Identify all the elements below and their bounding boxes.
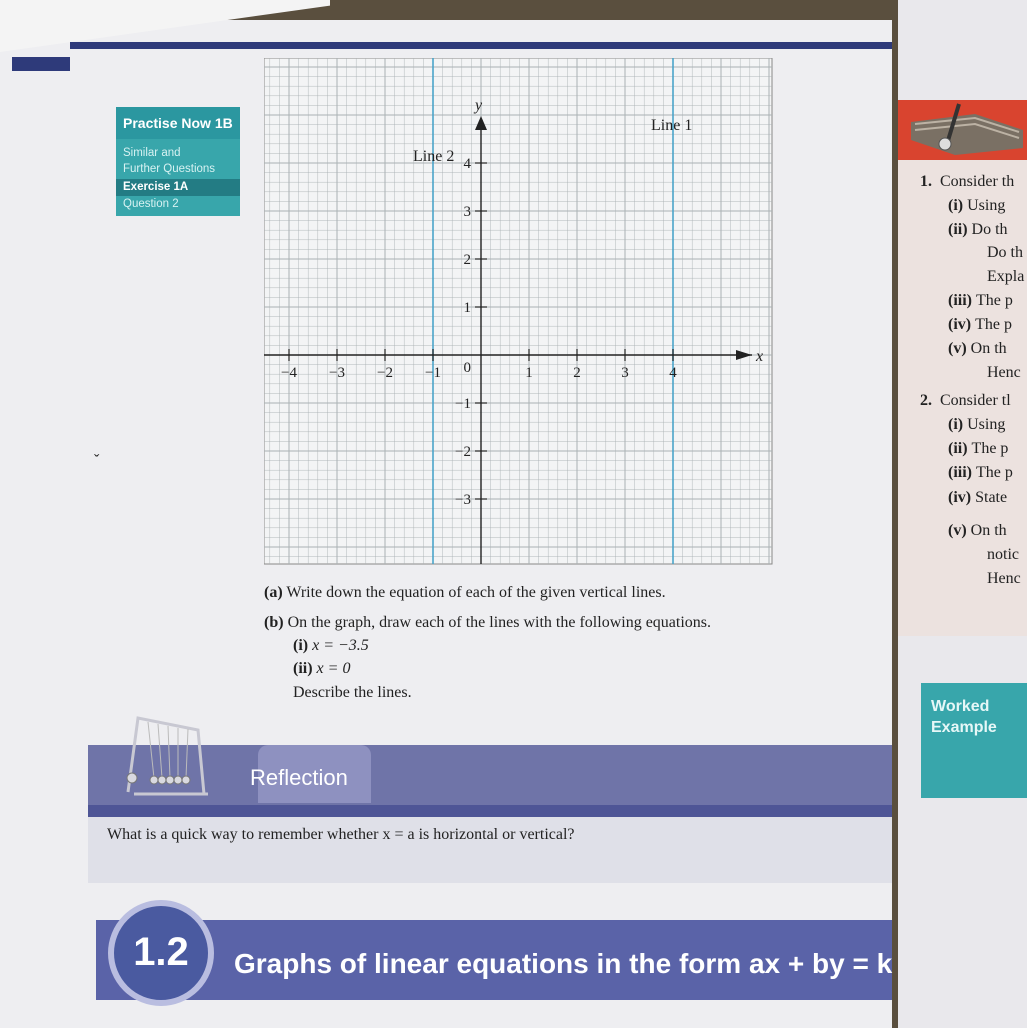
reflection-rule: [88, 805, 892, 817]
rp-q2-item-text: The p: [971, 440, 1009, 457]
rp-q1-item-label: (ii): [948, 221, 968, 238]
question-b-i-equation: x = −3.5: [312, 637, 369, 654]
rp-q2-item: [948, 489, 1007, 507]
y-tick-label: −3: [455, 492, 471, 508]
rp-q2-item: [987, 570, 1021, 588]
rp-q2-item-label: (ii): [948, 440, 968, 457]
origin-label: 0: [463, 360, 471, 376]
x-tick-label: −1: [425, 365, 441, 381]
x-tick-label: 4: [669, 365, 677, 381]
question-a-text: Write down the equation of each of the given vertical lines.: [286, 584, 666, 601]
rp-q2-item: [987, 546, 1019, 564]
rp-q1-item: [948, 221, 1008, 239]
rp-q1-item-text: On th: [970, 340, 1007, 357]
worked-example-label: [931, 696, 997, 738]
x-tick-label: −3: [329, 365, 345, 381]
reflection-question: What is a quick way to remember whether x = a is horizontal or vertical?: [107, 826, 575, 843]
x-tick-label: 3: [621, 365, 629, 381]
rp-q2-item-text: Using: [967, 416, 1006, 433]
question-b: [264, 614, 711, 632]
books-illustration: [905, 100, 1027, 155]
top-rule: [70, 42, 892, 49]
rp-q1-item: [948, 197, 1005, 215]
rp-q2-item-label: (i): [948, 416, 964, 433]
question-a-label: (a): [264, 584, 283, 601]
rp-q1-item: [987, 364, 1021, 382]
rp-q2-number: 2.: [920, 392, 932, 409]
x-axis-label: x: [756, 348, 764, 365]
rp-q1-item-text: Expla: [987, 268, 1025, 285]
x-tick-label: 1: [525, 365, 533, 381]
describe-lines: Describe the lines.: [293, 684, 412, 701]
y-tick-label: 2: [463, 252, 471, 268]
section-number: 1.2: [133, 930, 189, 974]
question-b-ii: [293, 660, 350, 678]
rp-question-1: [920, 173, 1014, 191]
rp-q1-item-text: Do th: [971, 221, 1008, 238]
practise-now-title: Practise Now 1B: [116, 107, 240, 139]
question-b-text: On the graph, draw each of the lines with the following equations.: [287, 614, 712, 631]
rp-q1-item: [987, 244, 1023, 262]
rp-q1-number: 1.: [920, 173, 932, 190]
x-tick-label: −4: [281, 365, 297, 381]
rp-q1-text: Consider th: [940, 173, 1015, 190]
rp-q1-item-text: Using: [967, 197, 1006, 214]
question-a: [264, 584, 666, 602]
question-label: Question 2: [123, 198, 179, 210]
rp-q1-item-text: Do th: [987, 244, 1023, 261]
line-2-label: Line 2: [413, 148, 455, 165]
rp-q1-item-label: (iv): [948, 316, 972, 333]
rp-q2-item-label: (iii): [948, 464, 972, 481]
example-label: Example: [931, 719, 997, 736]
top-rule-left: [12, 57, 70, 71]
y-axis-label: y: [475, 97, 483, 114]
reflection-title: Reflection: [250, 765, 348, 790]
rp-q1-item-text: The p: [976, 292, 1013, 309]
pen-mark: ˇ: [94, 452, 100, 469]
y-tick-label: 3: [463, 204, 471, 220]
x-tick-label: −2: [377, 365, 393, 381]
rp-q1-item: [987, 268, 1024, 286]
question-b-ii-label: (ii): [293, 660, 313, 677]
rp-q2-item: [948, 440, 1008, 458]
rp-q1-item-label: (v): [948, 340, 967, 357]
rp-q2-item: [948, 522, 1007, 540]
rp-q1-item: [948, 292, 1013, 310]
further-questions-label: Further Questions: [123, 163, 216, 175]
rp-q2-item-text: Henc: [987, 570, 1021, 587]
rp-q1-item: [948, 316, 1012, 334]
rp-q1-item: [948, 340, 1007, 358]
rp-q1-item-label: (iii): [948, 292, 972, 309]
y-tick-label: 1: [463, 300, 471, 316]
question-b-i-label: (i): [293, 637, 309, 654]
section-title: Graphs of linear equations in the form ax + by = k: [234, 948, 893, 979]
practise-now-box: [116, 107, 240, 216]
y-tick-label: 4: [463, 156, 471, 172]
rp-q1-item-label: (i): [948, 197, 964, 214]
exercise-label: Exercise 1A: [116, 179, 240, 196]
rp-q2-item-text: notic: [987, 546, 1019, 563]
graph-frame: [264, 58, 772, 564]
x-tick-label: 2: [573, 365, 581, 381]
rp-q2-item-label: (v): [948, 522, 967, 539]
question-b-label: (b): [264, 614, 284, 631]
question-b-ii-equation: x = 0: [316, 660, 351, 677]
rp-q2-item: [948, 416, 1005, 434]
rp-q2-item-label: (iv): [948, 489, 972, 506]
rp-q1-item-text: The p: [975, 316, 1012, 333]
worked-label: Worked: [931, 698, 990, 715]
rp-q2-item: [948, 464, 1013, 482]
y-tick-label: −1: [455, 396, 471, 412]
rp-question-2: [920, 392, 1011, 410]
line-1-label: Line 1: [651, 117, 693, 134]
rp-q2-item-text: State: [975, 489, 1008, 506]
rp-q2-text: Consider tl: [940, 392, 1011, 409]
rp-q2-item-text: The p: [976, 464, 1013, 481]
coordinate-graph: [264, 58, 774, 566]
question-b-i: [293, 637, 369, 655]
rp-q2-item-text: On th: [970, 522, 1007, 539]
y-tick-label: −2: [455, 444, 471, 460]
rp-q1-item-text: Henc: [987, 364, 1021, 381]
similar-label: Similar and: [123, 147, 181, 159]
newtons-cradle-icon: [118, 712, 214, 800]
